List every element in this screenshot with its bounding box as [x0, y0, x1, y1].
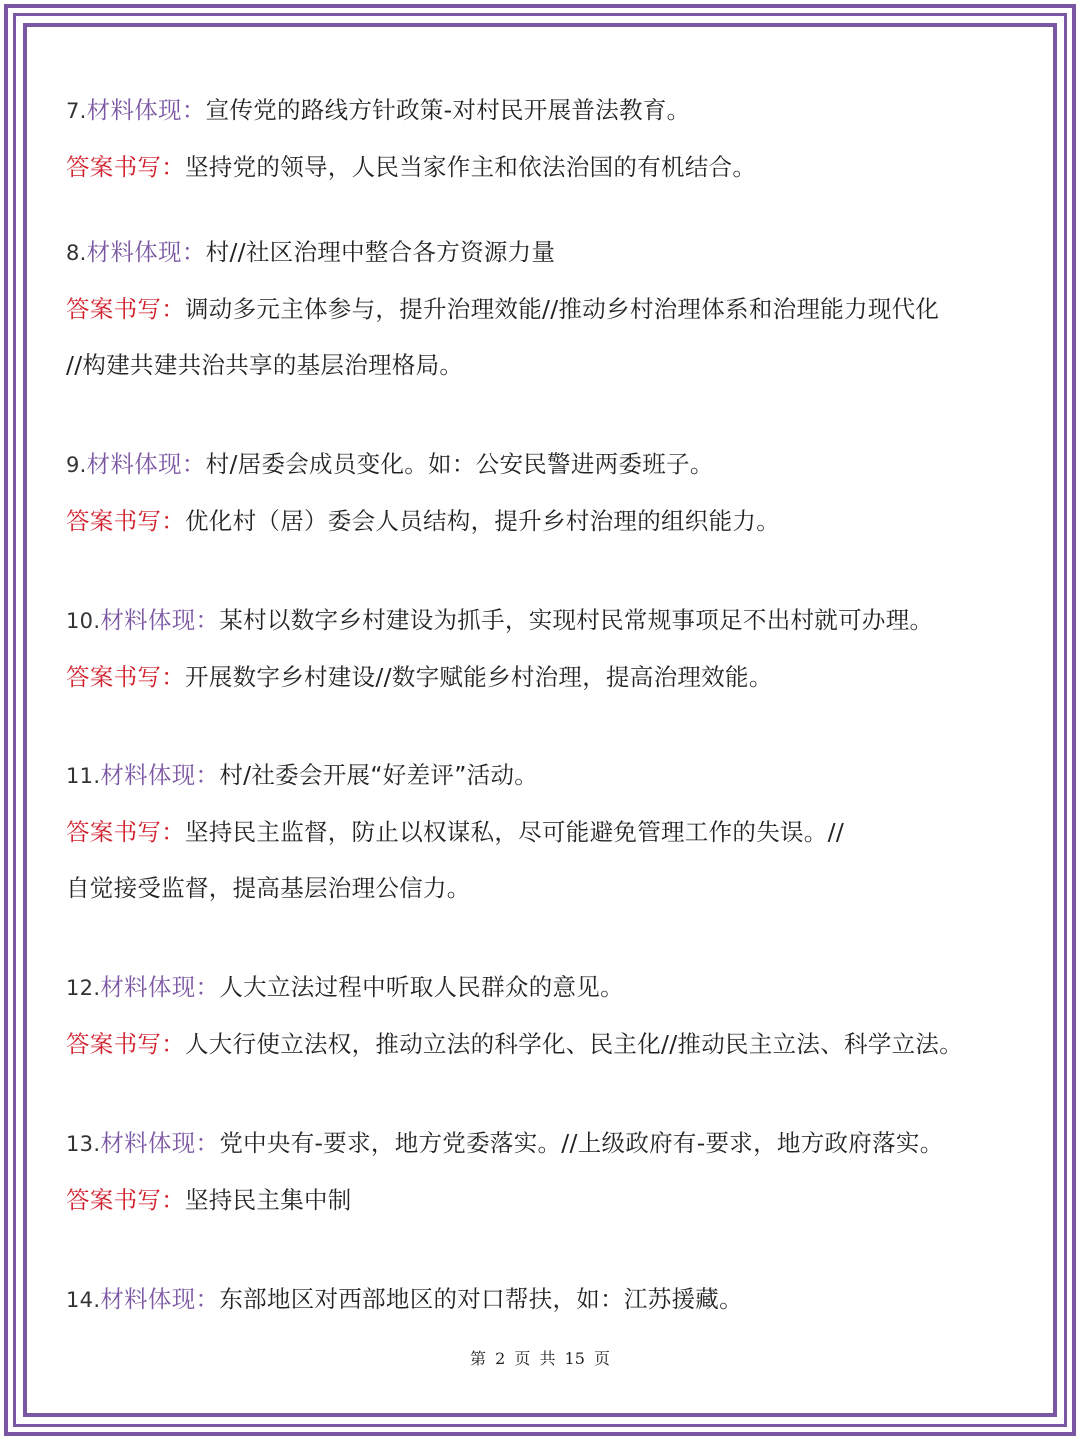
answer-text: 开展数字乡村建设//数字赋能乡村治理，提高治理效能。 [185, 663, 773, 691]
item-number: 9. [66, 453, 87, 477]
answer-text: 优化村（居）委会人员结构，提升乡村治理的组织能力。 [185, 507, 780, 535]
item-number: 10. [66, 609, 101, 633]
answer-label: 答案书写： [66, 153, 185, 181]
material-line-8 [66, 236, 555, 269]
item-number: 12. [66, 976, 101, 1000]
answer-text: 坚持民主监督，防止以权谋私，尽可能避免管理工作的失误。// [185, 818, 845, 846]
item-number: 8. [66, 241, 87, 265]
material-line-10 [66, 604, 933, 637]
material-label: 材料体现： [100, 1129, 220, 1157]
answer-label: 答案书写： [66, 1030, 185, 1058]
answer-line-11 [66, 816, 844, 848]
material-text: 村/社委会开展“好差评”活动。 [219, 761, 539, 789]
material-text: 党中央有-要求，地方党委落实。//上级政府有-要求，地方政府落实。 [219, 1129, 944, 1157]
material-text: 村//社区治理中整合各方资源力量 [205, 238, 556, 266]
answer-line-12 [66, 1028, 963, 1060]
answer-label: 答案书写： [66, 295, 185, 323]
answer-line-7 [66, 151, 756, 183]
answer-continuation-11 [66, 872, 471, 904]
material-label: 材料体现： [100, 761, 220, 789]
material-line-7 [66, 94, 690, 127]
material-line-14 [66, 1283, 743, 1316]
page-number-footer: 第 2 页 共 15 页 [470, 1349, 610, 1368]
answer-line-9 [66, 505, 780, 537]
item-number: 14. [66, 1288, 101, 1312]
answer-continuation-text: //构建共建共治共享的基层治理格局。 [66, 351, 464, 379]
item-number: 11. [66, 764, 101, 788]
material-line-12 [66, 971, 624, 1004]
answer-continuation-text: 自觉接受监督，提高基层治理公信力。 [66, 874, 471, 902]
answer-line-8 [66, 293, 939, 325]
material-label: 材料体现： [86, 96, 206, 124]
material-text: 村/居委会成员变化。如：公安民警进两委班子。 [205, 450, 714, 478]
material-line-13 [66, 1127, 944, 1160]
material-line-9 [66, 448, 714, 481]
answer-text: 人大行使立法权，推动立法的科学化、民主化//推动民主立法、科学立法。 [185, 1030, 964, 1058]
answer-text: 坚持党的领导，人民当家作主和依法治国的有机结合。 [185, 153, 757, 181]
material-label: 材料体现： [100, 606, 220, 634]
answer-label: 答案书写： [66, 507, 185, 535]
item-number: 7. [66, 99, 87, 123]
item-number: 13. [66, 1132, 101, 1156]
material-text: 某村以数字乡村建设为抓手，实现村民常规事项足不出村就可办理。 [219, 606, 934, 634]
answer-label: 答案书写： [66, 663, 185, 691]
answer-line-10 [66, 661, 773, 693]
answer-text: 调动多元主体参与，提升治理效能//推动乡村治理体系和治理能力现代化 [185, 295, 940, 323]
material-text: 东部地区对西部地区的对口帮扶，如：江苏援藏。 [219, 1285, 743, 1313]
material-label: 材料体现： [86, 238, 206, 266]
answer-line-13 [66, 1184, 352, 1216]
material-text: 宣传党的路线方针政策-对村民开展普法教育。 [205, 96, 691, 124]
material-line-11 [66, 759, 538, 792]
answer-continuation-8 [66, 349, 463, 381]
outer-border [4, 4, 1076, 1436]
answer-text: 坚持民主集中制 [185, 1186, 352, 1214]
material-label: 材料体现： [86, 450, 206, 478]
answer-label: 答案书写： [66, 1186, 185, 1214]
material-label: 材料体现： [100, 1285, 220, 1313]
answer-label: 答案书写： [66, 818, 185, 846]
material-text: 人大立法过程中听取人民群众的意见。 [219, 973, 624, 1001]
material-label: 材料体现： [100, 973, 220, 1001]
